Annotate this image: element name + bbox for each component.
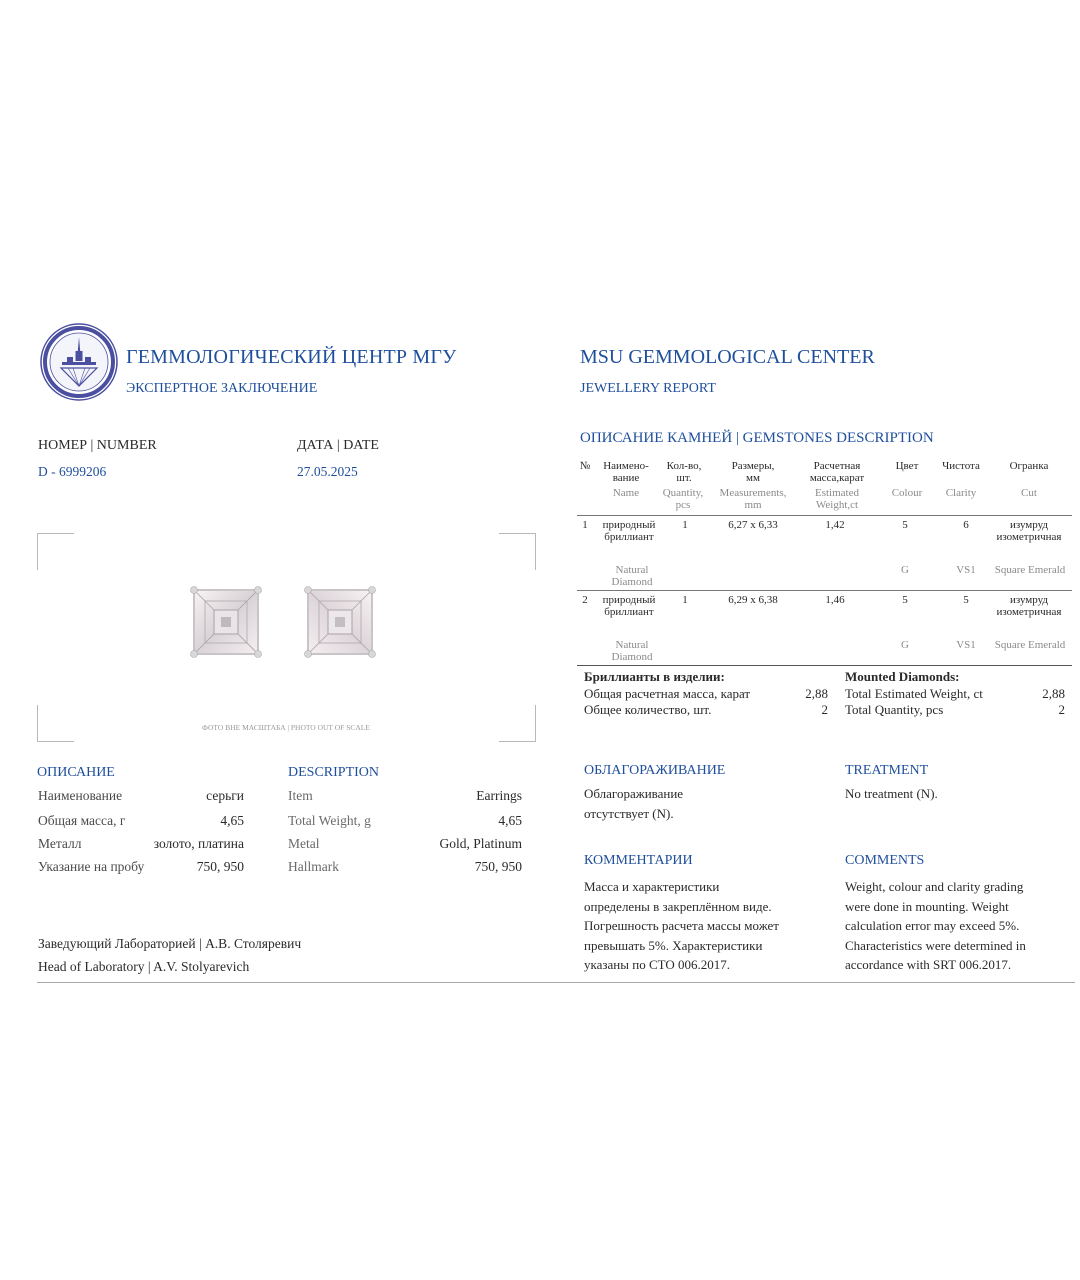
gem-clarity-en: VS1 [956,564,976,576]
col-size-header-ru: Размеры, мм [731,460,775,484]
gem-name-ru: природный бриллиант [602,519,656,543]
comments-text-ru: Масса и характеристики определены в закреплённом виде. Погрешность расчета массы может превышать 5%. Характеристики указаны по СТО 006.2017. [584,879,779,972]
description-label: Указание на пробу [38,859,145,874]
col-clarity-header-ru: Чистота [942,460,980,472]
description-label: Hallmark [288,859,339,874]
description-value: 4,65 [220,813,244,828]
gem-cut-ru: изумруд изометричная [996,519,1062,543]
description-label: Metal [288,836,320,851]
description-row-ru [38,788,244,804]
report-number-label: НОМЕР | NUMBER [38,438,157,453]
comments-heading-ru: КОММЕНТАРИИ [584,853,693,868]
mounted-qty-label-en: Total Quantity, pcs [845,702,944,717]
lab-title-en: MSU GEMMOLOGICAL CENTER [580,346,875,368]
treatment-text-en: No treatment (N). [845,786,938,801]
gemstone-row [577,591,1072,666]
col-name-header [595,460,657,484]
description-value: Gold, Platinum [439,836,522,851]
col-clarity-header-en: Clarity [945,487,977,499]
mounted-weight-value-en: 2,88 [1042,686,1065,701]
description-value: серьги [206,788,244,803]
col-colour-header-ru: Цвет [895,460,919,472]
gem-size: 6,27 х 6,33 [728,519,778,531]
description-row-ru [38,859,244,875]
gem-clarity-ru: 6 [963,519,969,531]
gem-name-ru: природный бриллиант [602,594,656,618]
mounted-heading-en-text: Mounted Diamonds: [845,669,960,684]
gemstones-title: ОПИСАНИЕ КАМНЕЙ | GEMSTONES DESCRIPTION [580,430,934,446]
gem-weight: 1,46 [825,594,845,606]
gem-colour-ru: 5 [902,519,908,531]
description-label: Металл [38,836,82,851]
mounted-heading-ru [584,669,725,685]
gem-cut-en: Square Emerald [994,639,1066,651]
mounted-weight-label-en: Total Estimated Weight, ct [845,686,983,701]
col-size-header-en: Measurements, mm [719,487,787,511]
report-type-ru: ЭКСПЕРТНОЕ ЗАКЛЮЧЕНИЕ [126,381,318,396]
photo-caption: ФОТО ВНЕ МАСШТАБА | PHOTO OUT OF SCALE [202,723,370,732]
col-cut-header-ru: Огранка [1009,460,1049,472]
mounted-weight-label-ru: Общая расчетная масса, карат [584,686,751,701]
description-value: золото, платина [153,836,244,851]
description-row-en [288,788,522,804]
gemstones-table [577,458,1072,666]
gem-no: 2 [582,594,588,606]
mounted-heading-ru-text: Бриллианты в изделии: [584,669,725,684]
description-value: 750, 950 [474,859,522,874]
description-label: Наименование [38,788,123,803]
gem-cut-ru: изумруд изометричная [996,594,1062,618]
gemstone-row [577,516,1072,591]
report-date-value: 27.05.2025 [297,464,358,479]
col-colour-header-en: Colour [891,487,923,499]
mounted-heading-en [845,669,960,685]
gem-weight: 1,42 [825,519,845,531]
description-label: Total Weight, g [288,813,371,828]
gemstones-table-body [577,516,1072,666]
description-row-en [288,813,522,829]
treatment-heading-en: TREATMENT [845,763,929,778]
gem-colour-en: G [901,639,909,651]
description-value: 4,65 [498,813,522,828]
col-qty-header-ru: Кол-во, шт. [666,460,702,484]
gem-name-en: Natural Diamond [611,564,653,588]
gem-no: 1 [582,519,588,531]
col-cut-header-en: Cut [1021,487,1037,499]
mounted-qty-value-en: 2 [1058,702,1065,717]
gem-qty: 1 [682,519,688,531]
earring-right-image [303,585,377,659]
gem-colour-ru: 5 [902,594,908,606]
description-row-ru [38,836,244,852]
gem-clarity-ru: 5 [963,594,969,606]
head-of-lab-en: Head of Laboratory | A.V. Stolyarevich [38,959,250,974]
report-date-label: ДАТА | DATE [297,438,379,453]
description-heading-ru: ОПИСАНИЕ [37,765,115,780]
description-label: Item [288,788,313,803]
treatment-heading-ru: ОБЛАГОРАЖИВАНИЕ [584,763,726,778]
bottom-divider [37,982,1075,983]
earring-left-image [189,585,263,659]
col-weight-header-ru: Расчетная масса,карат [809,460,865,484]
treatment-text-ru: Облагораживание отсутствует (N). [584,786,684,821]
frame-corner [37,533,74,570]
description-row-ru [38,813,244,829]
report-type-en: JEWELLERY REPORT [580,381,716,396]
gem-size: 6,29 х 6,38 [728,594,778,606]
mounted-weight-value-ru: 2,88 [805,686,828,701]
mounted-qty-value-ru: 2 [821,702,828,717]
col-weight-header-en: Estimated Weight,ct [815,487,859,511]
col-name-header-en: Name [612,487,640,499]
head-of-lab-ru: Заведующий Лабораторией | А.В. Столяревич [38,936,302,951]
description-label: Общая масса, г [38,813,126,828]
description-value: 750, 950 [196,859,244,874]
col-name-header-ru: Наимено- вание [603,460,649,484]
msu-emblem-icon [40,323,118,401]
gem-clarity-en: VS1 [956,639,976,651]
lab-title-ru: ГЕММОЛОГИЧЕСКИЙ ЦЕНТР МГУ [126,346,457,368]
col-no-header: № [579,460,591,472]
gem-qty: 1 [682,594,688,606]
gemstones-table-header [577,458,1072,516]
description-row-en [288,859,522,875]
description-row-en [288,836,522,852]
description-value: Earrings [476,788,522,803]
col-qty-header-en: Quantity, pcs [662,487,704,511]
gem-colour-en: G [901,564,909,576]
description-heading-en: DESCRIPTION [288,765,380,780]
report-number-value: D - 6999206 [38,464,107,479]
comments-text-en: Weight, colour and clarity grading were done in mounting. Weight calculation error may exceed 5%. Characteristics were determined in accordance with SRT 006.2017. [845,879,1026,972]
frame-corner [499,533,536,570]
comments-heading-en: COMMENTS [845,853,925,868]
mounted-qty-label-ru: Общее количество, шт. [584,702,712,717]
gem-name-en: Natural Diamond [611,639,653,663]
gem-cut-en: Square Emerald [994,564,1066,576]
